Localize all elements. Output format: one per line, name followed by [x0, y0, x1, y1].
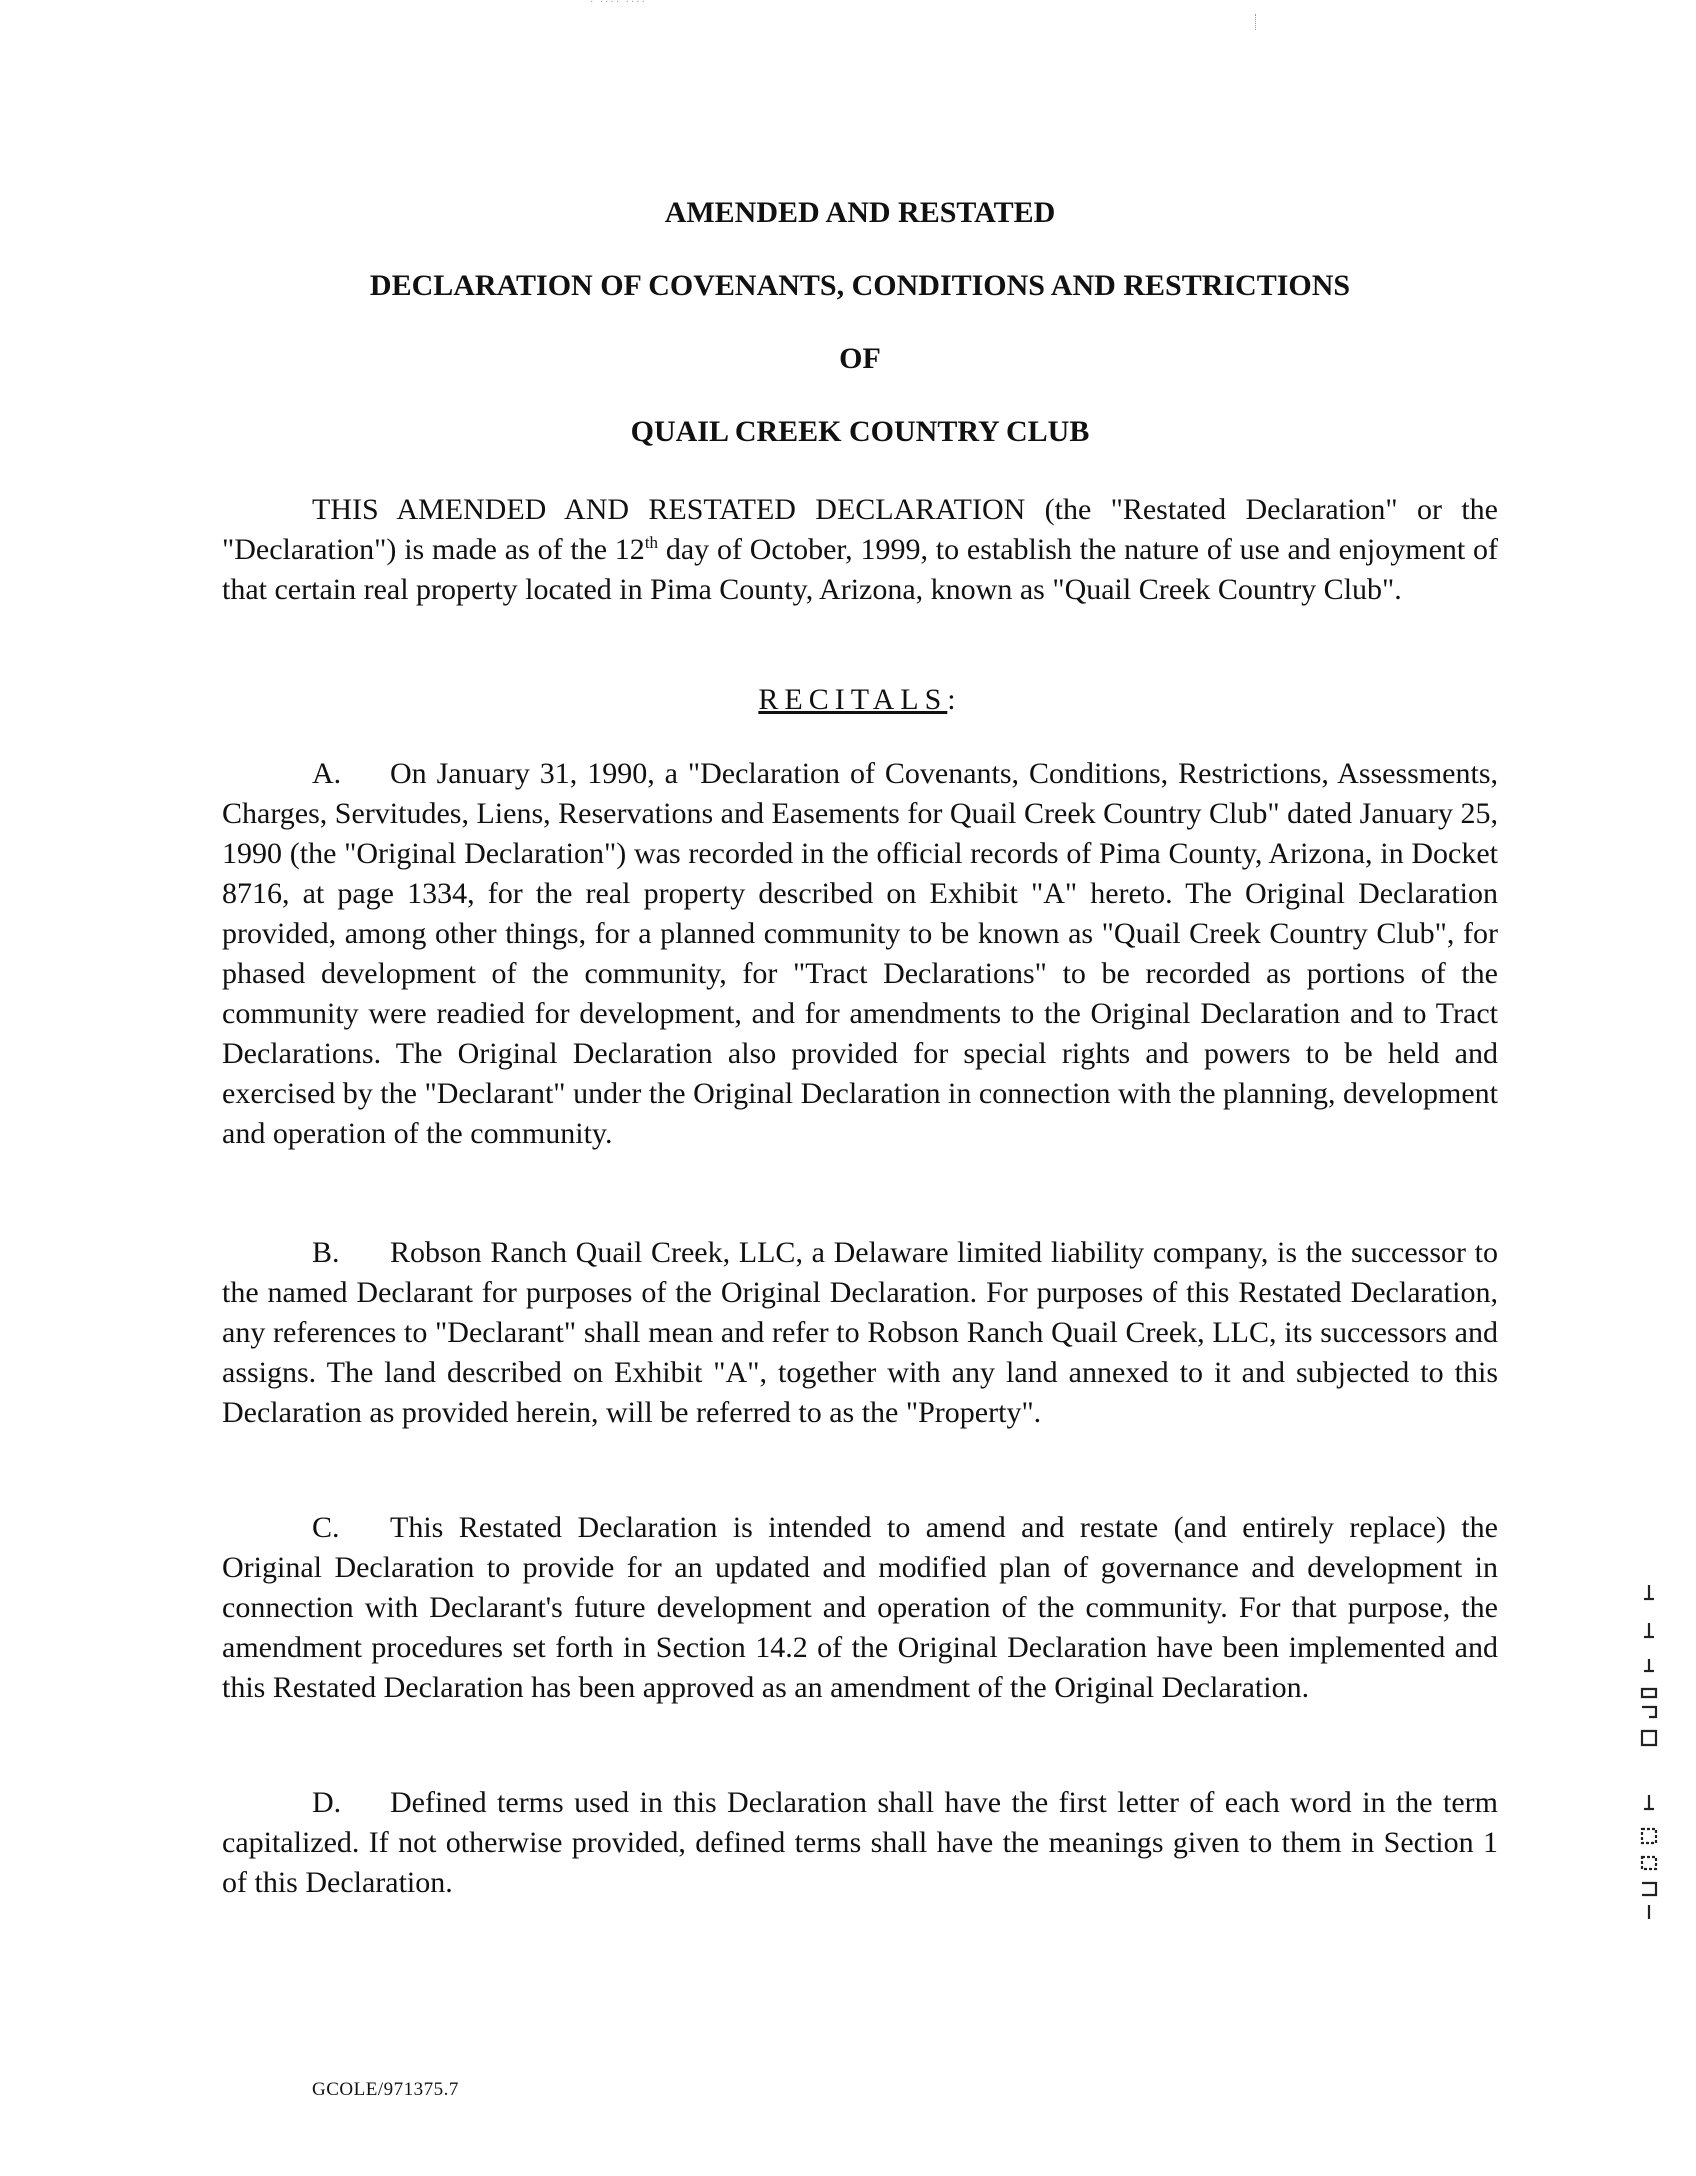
recital-d-block — [222, 1783, 1498, 1903]
recital-b — [222, 1233, 1498, 1433]
recital-b-text: Robson Ranch Quail Creek, LLC, a Delaware limited liability company, is the successor to the named Declarant for purposes of the Original Declaration. For purposes of this Restated Declaration, any references to "Declarant" shall mean and refer to Robson Ranch Quail Creek, LLC, its successors and assigns. The land described on Exhibit "A", together with any land annexed to it and subjected to this Declaration as provided herein, will be referred to as the "Property". — [222, 1236, 1498, 1429]
document-footer-id: GCOLE/971375.7 — [312, 2079, 459, 2100]
recital-a-letter: A. — [312, 757, 342, 790]
recital-d-text: Defined terms used in this Declaration shall have the first letter of each word in the term capitalized. If not otherwise provided, defined terms shall have the meanings given to them in Section 1 of this Declaration. — [222, 1786, 1498, 1899]
recital-d — [222, 1783, 1498, 1903]
intro-ordinal-suffix: th — [644, 533, 659, 552]
intro-text-part1: THIS AMENDED AND RESTATED DECLARATION (the "Restated Declaration" or the "Declaration") is made as of the 12 — [222, 493, 1498, 566]
recital-c-letter: C. — [312, 1511, 340, 1544]
recital-d-letter: D. — [312, 1786, 342, 1819]
title-line-2: DECLARATION OF COVENANTS, CONDITIONS AND RESTRICTIONS — [369, 269, 1351, 302]
recital-c-text: This Restated Declaration is intended to amend and restate (and entirely replace) the Original Declaration to provide for an updated and modified plan of governance and development in connection with Declarant's future development and operation of the community. For that purpose, the amendment procedures set forth in Section 14.2 of the Original Declaration have been implemented and this Restated Declaration has been approved as an amendment of the Original Declaration. — [222, 1511, 1498, 1704]
recital-a — [222, 754, 1498, 1154]
recital-c-block — [222, 1508, 1498, 1708]
title-block — [222, 196, 1498, 456]
intro-paragraph — [222, 490, 1498, 610]
recording-stamp-icon — [1634, 1585, 1664, 1925]
scan-artifact-tick — [1255, 14, 1258, 30]
title-line-4: QUAIL CREEK COUNTRY CLUB — [630, 415, 1090, 448]
recital-b-block — [222, 1233, 1498, 1433]
recital-a-text: On January 31, 1990, a "Declaration of Covenants, Conditions, Restrictions, Assessments, Charges, Servitudes, Liens, Reservations and Easements for Quail Creek Country Club" dated January 25, 1990 (the "Original Declaration") was recorded in the official records of Pima County, Arizona, in Docket 8716, at page 1334, for the real property described on Exhibit "A" hereto. The Original Declaration provided, among other things, for a planned community to be known as "Quail Creek Country Club", for phased development of the community, for "Tract Declarations" to be recorded as portions of the community were readied for development, and for amendments to the Original Declaration and to Tract Declarations. The Original Declaration also provided for special rights and powers to be held and exercised by the "Declarant" under the Original Declaration in connection with the planning, development and operation of the community. — [222, 757, 1498, 1150]
title-line-1: AMENDED AND RESTATED — [664, 196, 1056, 229]
recitals-heading — [222, 683, 1498, 717]
recitals-heading-colon: : — [947, 683, 962, 716]
recitals-heading-text: RECITALS — [758, 683, 948, 716]
scan-artifact: · ···· ···· — [590, 0, 647, 6]
recital-b-letter: B. — [312, 1236, 340, 1269]
intro-paragraph-block — [222, 490, 1498, 610]
intro-text-part2: day of October, 1999, to establish the nature of use and enjoyment of that certain real property located in Pima County, Arizona, known as "Quail Creek Country Club". — [222, 533, 1499, 606]
recital-c — [222, 1508, 1498, 1708]
title-line-3: OF — [839, 342, 881, 375]
recital-a-block — [222, 754, 1498, 1154]
